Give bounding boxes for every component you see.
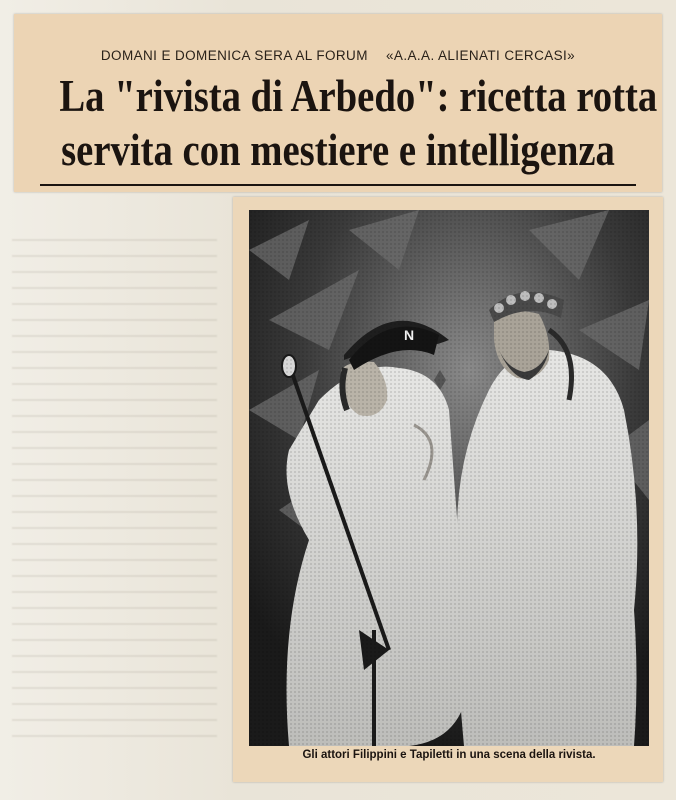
bleed-through-text bbox=[12, 230, 217, 750]
stage-photo bbox=[249, 210, 649, 746]
headline-line-1: La "rivista di Arbedo": ricetta rotta bbox=[59, 71, 658, 121]
headline-line-2: servita con mestiere e intelligenza bbox=[61, 125, 615, 175]
photo-caption: Gli attori Filippini e Tapiletti in una scena della rivista. bbox=[302, 749, 596, 761]
kicker-left: DOMANI E DOMENICA SERA AL FORUM bbox=[100, 48, 368, 63]
headline bbox=[59, 68, 658, 178]
photo-illustration bbox=[249, 210, 649, 746]
kicker-right: «A.A.A. ALIENATI CERCASI» bbox=[386, 48, 576, 63]
kicker-line bbox=[14, 48, 662, 63]
headline-rule bbox=[40, 184, 636, 186]
